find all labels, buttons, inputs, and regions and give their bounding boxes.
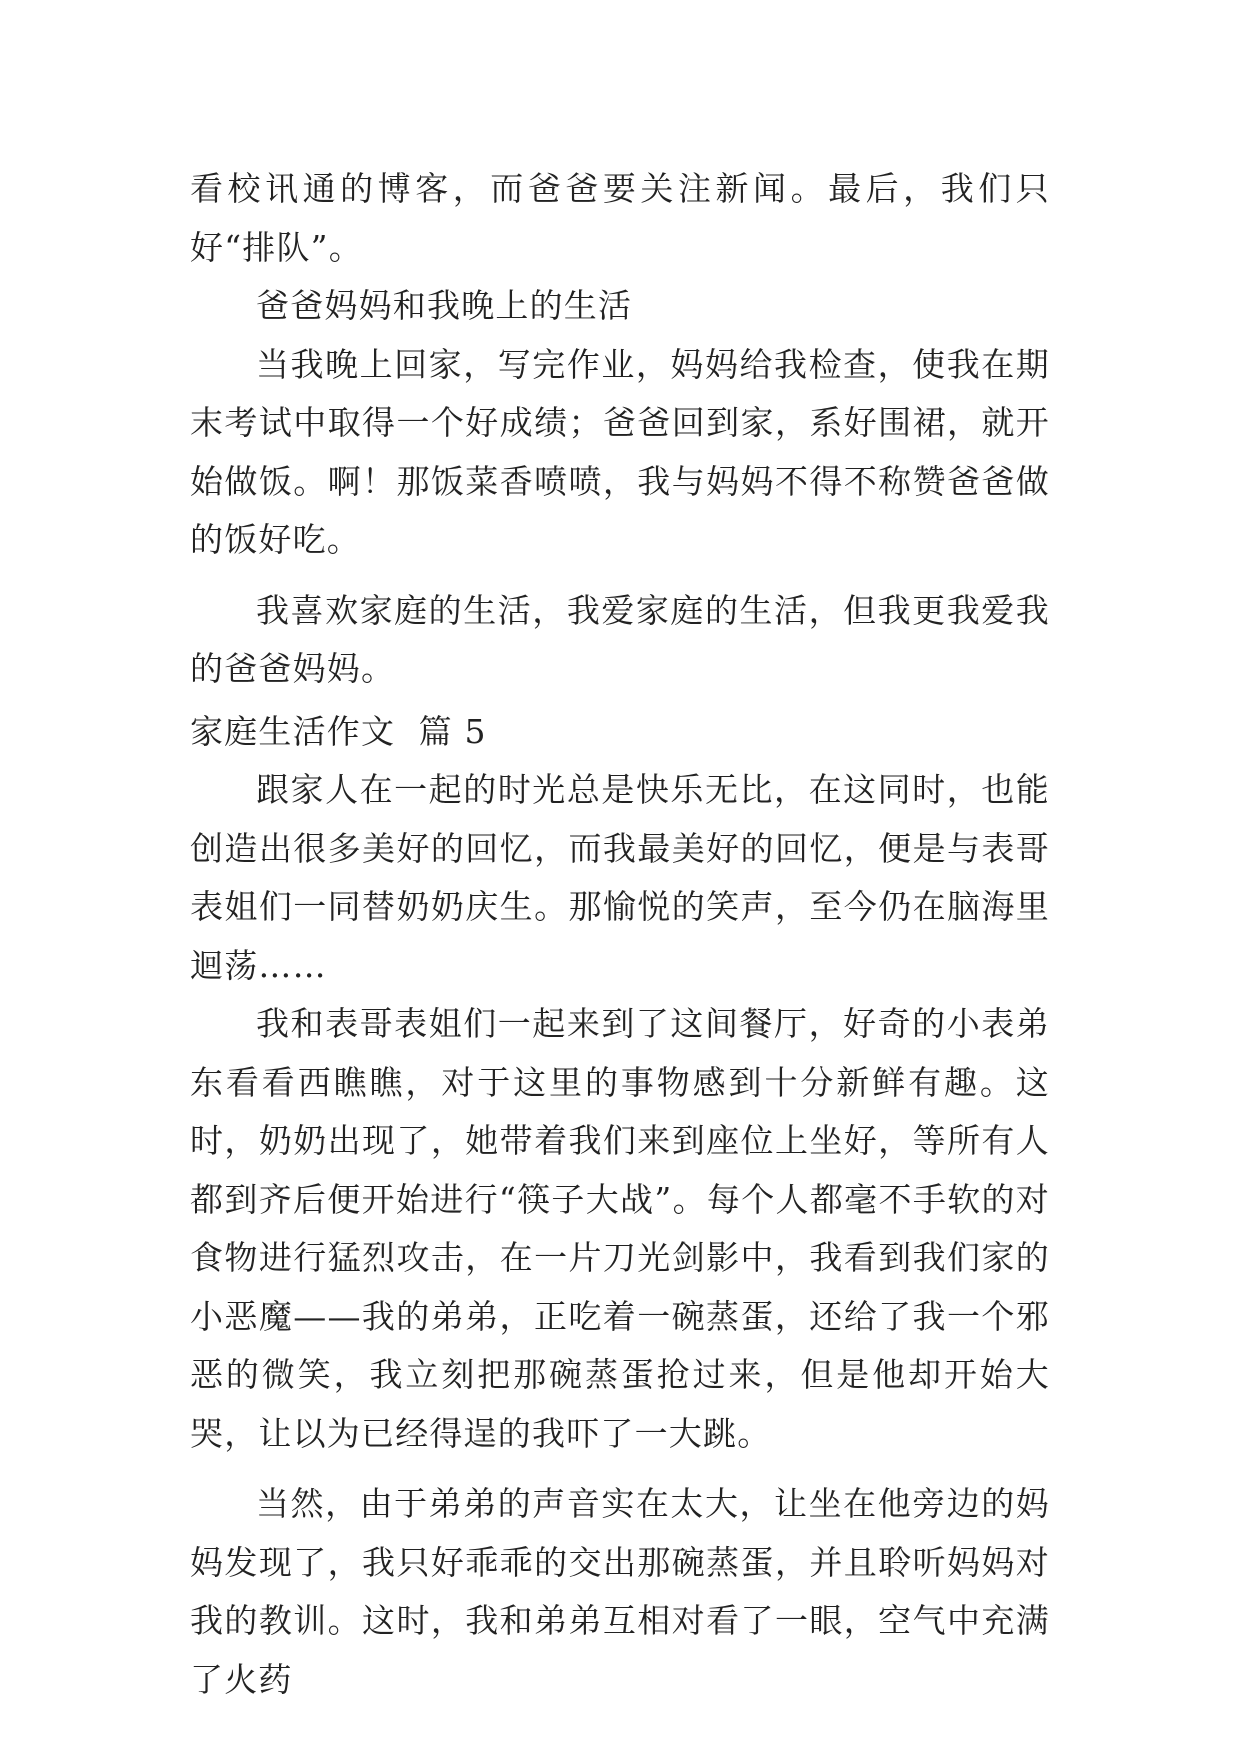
document-page (190, 160, 1050, 1709)
paragraph-conclusion: 我喜欢家庭的生活，我爱家庭的生活，但我更我爱我的爸爸妈妈。 (190, 590, 1050, 688)
paragraph-section-restaurant: 我和表哥表姐们一起来到了这间餐厅，好奇的小表弟东看看西瞧瞧，对于这里的事物感到十分新鲜有趣。这时，奶奶出现了，她带着我们来到座位上坐好，等所有人都到齐后便开始进行“筷子大战”。每个人都毫不手软的对食物进行猛烈攻击，在一片刀光剑影中，我看到我们家的小恶魔——我的弟弟，正吃着一碗蒸蛋，还给了我一个邪恶的微笑，我立刻把那碗蒸蛋抢过来，但是他却开始大哭，让以为已经得逞的我吓了一大跳。 (190, 1004, 1050, 1453)
paragraph-continued: 看校讯通的博客，而爸爸要关注新闻。最后，我们只好“排队”。 (190, 169, 1050, 267)
paragraph-section-intro: 跟家人在一起的时光总是快乐无比，在这同时，也能创造出很多美好的回忆，而我最美好的回忆，便是与表哥表姐们一同替奶奶庆生。那愉悦的笑声，至今仍在脑海里迴荡…… (190, 770, 1050, 985)
paragraph-section-mother: 当然，由于弟弟的声音实在太大，让坐在他旁边的妈妈发现了，我只好乖乖的交出那碗蒸蛋，并且聆听妈妈对我的教训。这时，我和弟弟互相对看了一眼，空气中充满了火药 (190, 1484, 1050, 1699)
paragraph-subtitle: 爸爸妈妈和我晚上的生活 (256, 286, 633, 325)
section-heading: 家庭生活作文 篇 5 (190, 711, 487, 751)
paragraph-evening: 当我晚上回家，写完作业，妈妈给我检查，使我在期末考试中取得一个好成绩；爸爸回到家，系好围裙，就开始做饭。啊！那饭菜香喷喷，我与妈妈不得不称赞爸爸做的饭好吃。 (190, 344, 1050, 559)
